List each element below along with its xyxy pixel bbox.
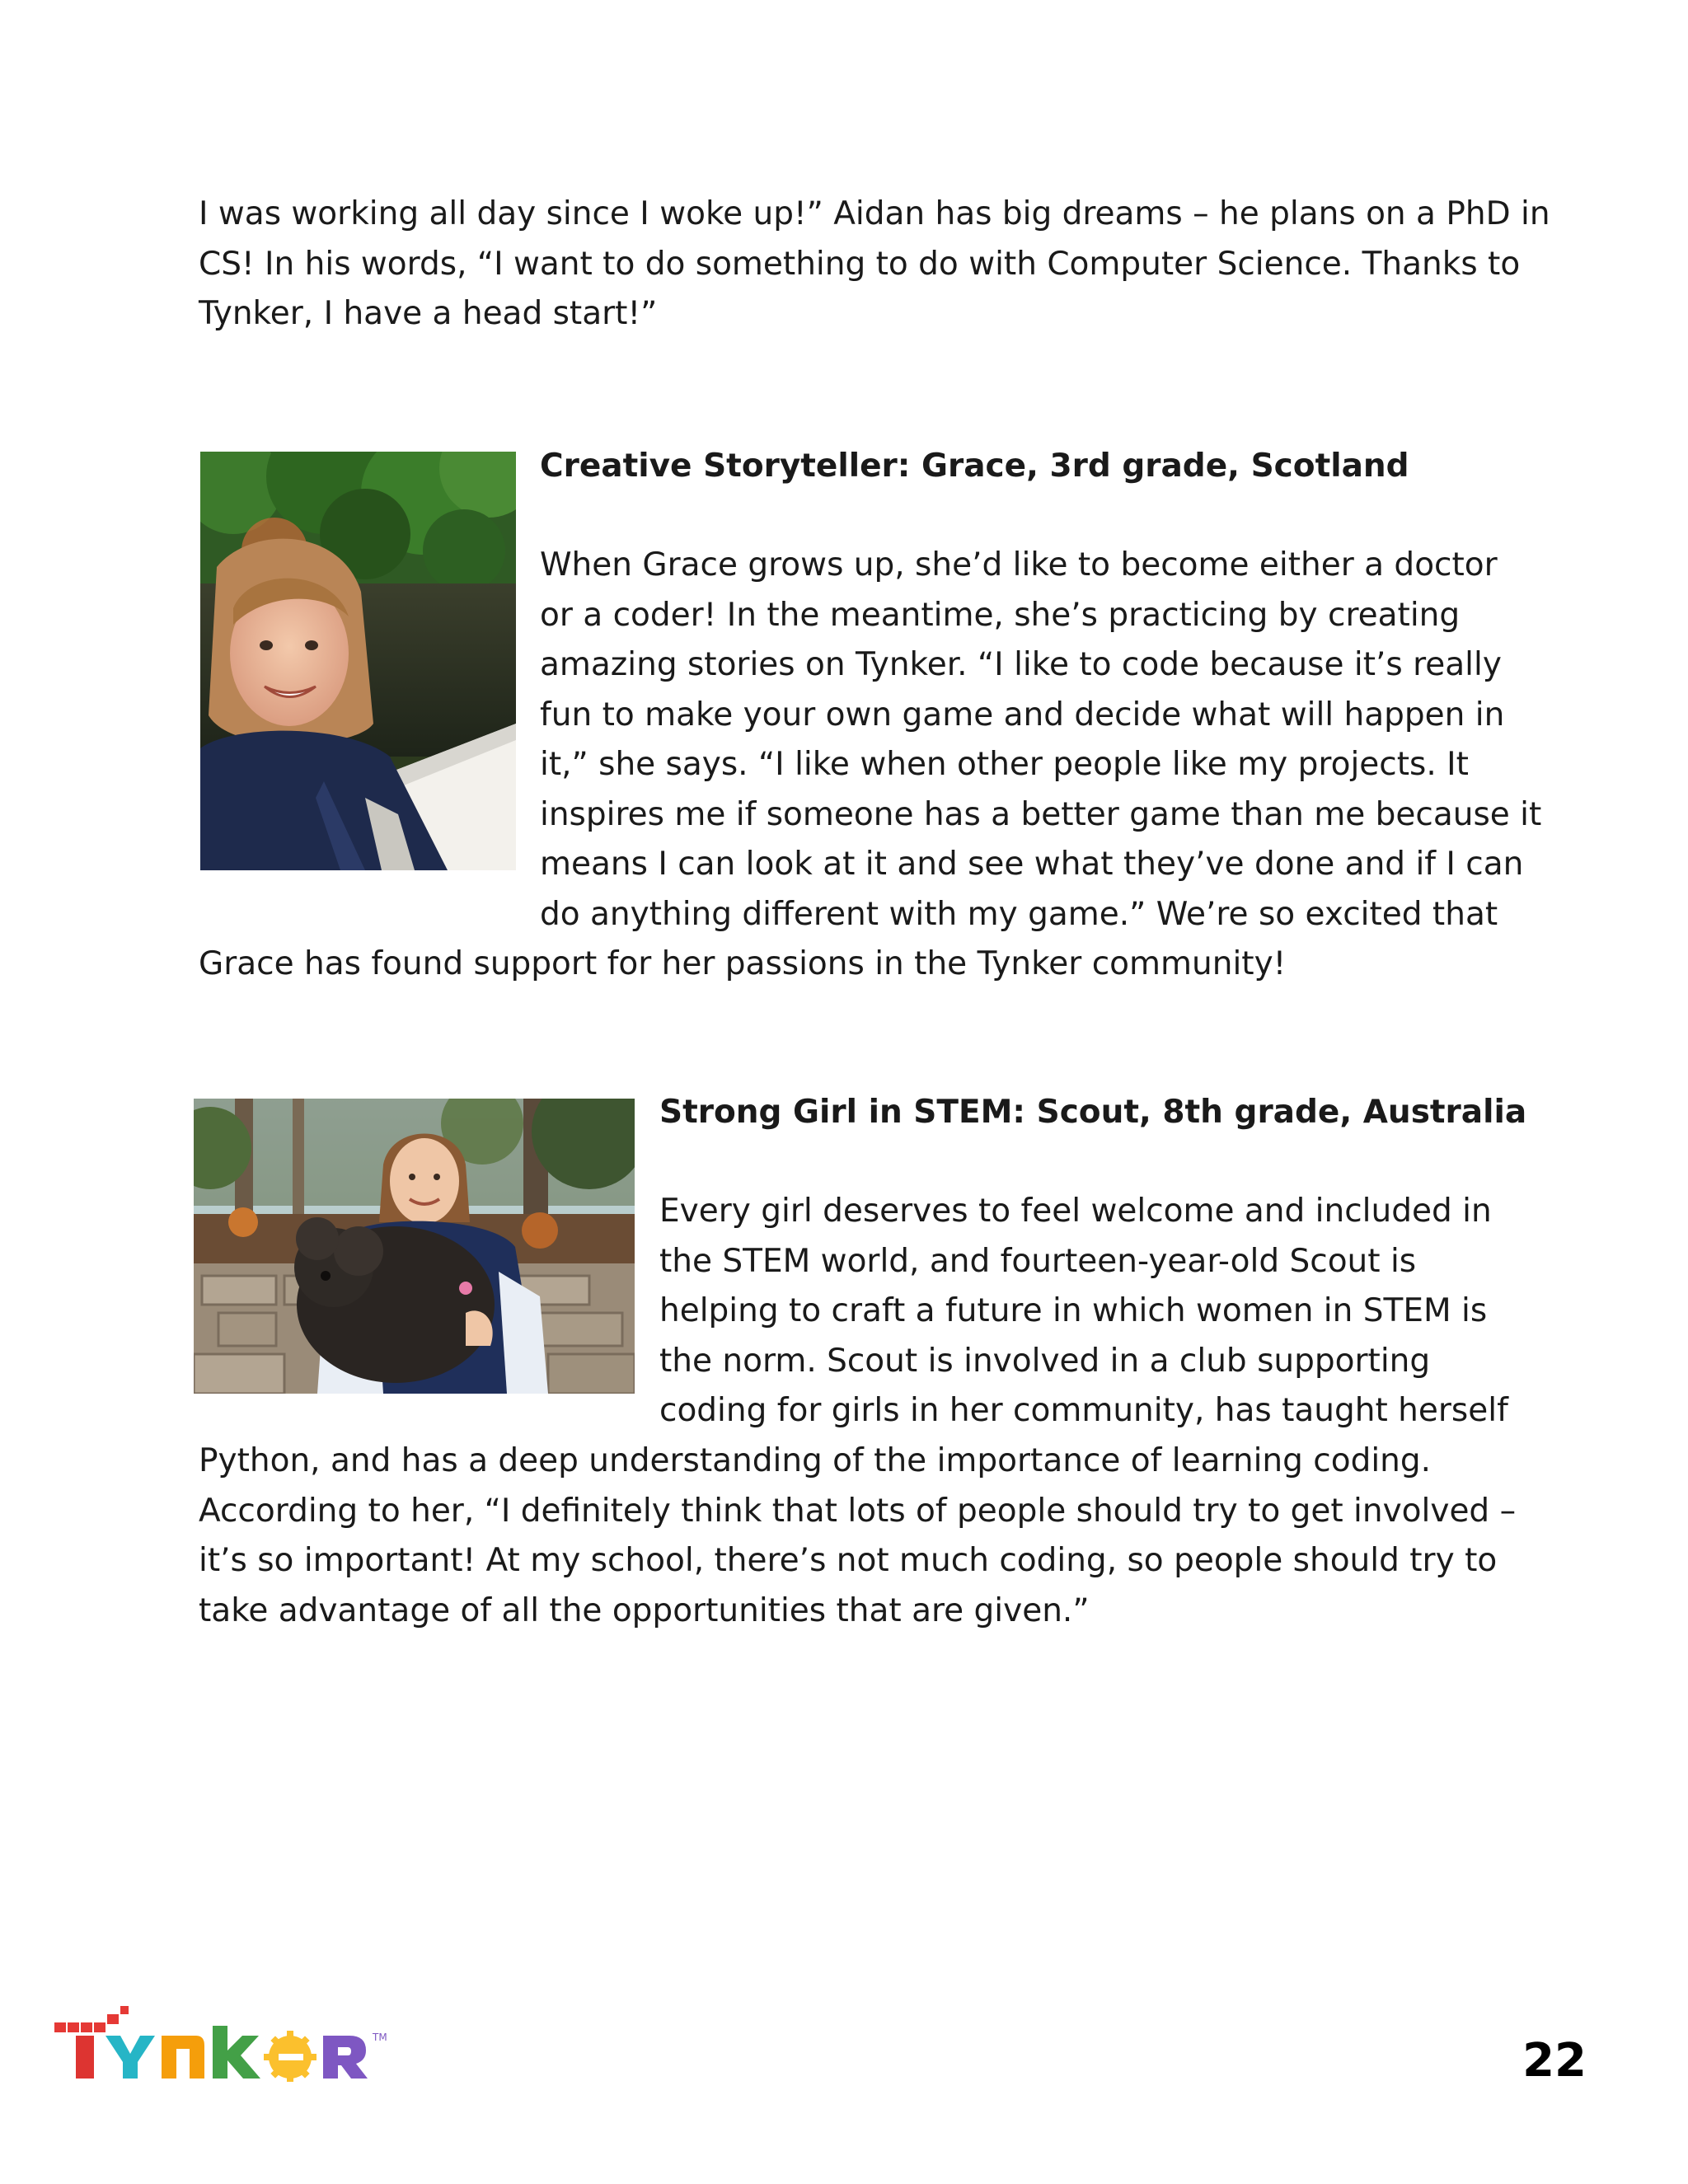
grace-heading: Creative Storyteller: Grace, 3rd grade, Scotland [540, 448, 1409, 485]
text-line: CS! In his words, “I want to do something to do with Computer Science. Thanks to [199, 245, 1521, 283]
grace-photo-image [200, 452, 516, 870]
page-number: 22 [1522, 2034, 1587, 2088]
text-line: the STEM world, and fourteen-year-old Scout is [659, 1242, 1417, 1280]
scout-paragraph-continued [199, 1436, 1516, 1636]
grace-photo [200, 452, 516, 870]
text-line: inspires me if someone has a better game than me because it [540, 795, 1542, 833]
trademark-mark: TM [373, 2032, 387, 2043]
scout-photo [194, 1099, 635, 1394]
text-line: take advantage of all the opportunities that are given.” [199, 1591, 1090, 1629]
text-line: Every girl deserves to feel welcome and included in [659, 1193, 1492, 1230]
logo-letter-r [323, 2036, 368, 2079]
grace-paragraph-continued [199, 940, 1286, 990]
scout-photo-image [194, 1099, 635, 1394]
intro-paragraph [199, 190, 1550, 340]
text-line: it,” she says. “I like when other people like my projects. It [540, 746, 1469, 783]
text-line: fun to make your own game and decide what will happen in [540, 696, 1505, 733]
text-line: Tynker, I have a head start!” [199, 295, 658, 332]
tynker-logo [51, 2003, 397, 2085]
text-line: Python, and has a deep understanding of the importance of learning coding. [199, 1442, 1432, 1479]
logo-letter-e [264, 2031, 316, 2082]
grace-paragraph [540, 541, 1541, 940]
text-line: or a coder! In the meantime, she’s practicing by creating [540, 596, 1461, 634]
text-line: I was working all day since I woke up!” Aidan has big dreams – he plans on a PhD in [199, 195, 1550, 232]
text-line: do anything different with my game.” We’re so excited that [540, 895, 1498, 933]
scout-heading: Strong Girl in STEM: Scout, 8th grade, Australia [659, 1094, 1527, 1131]
scout-paragraph [659, 1187, 1508, 1436]
text-line: helping to craft a future in which women in STEM is [659, 1292, 1488, 1329]
text-line: According to her, “I definitely think that lots of people should try to get involved – [199, 1492, 1517, 1530]
text-line: the norm. Scout is involved in a club supporting [659, 1342, 1431, 1380]
text-line: amazing stories on Tynker. “I like to code because it’s really [540, 646, 1502, 683]
text-line: it’s so important! At my school, there’s not much coding, so people should try to [199, 1542, 1498, 1579]
text-line: Grace has found support for her passions in the Tynker community! [199, 945, 1287, 982]
text-line: When Grace grows up, she’d like to become either a doctor [540, 546, 1498, 583]
logo-letter-y [106, 2036, 155, 2079]
text-line: coding for girls in her community, has taught herself [659, 1392, 1508, 1429]
text-line: means I can look at it and see what they’ve done and if I can [540, 846, 1524, 883]
logo-letter-k [213, 2026, 260, 2079]
tynker-logo-graphic [51, 2003, 397, 2085]
logo-letter-n [162, 2036, 204, 2079]
